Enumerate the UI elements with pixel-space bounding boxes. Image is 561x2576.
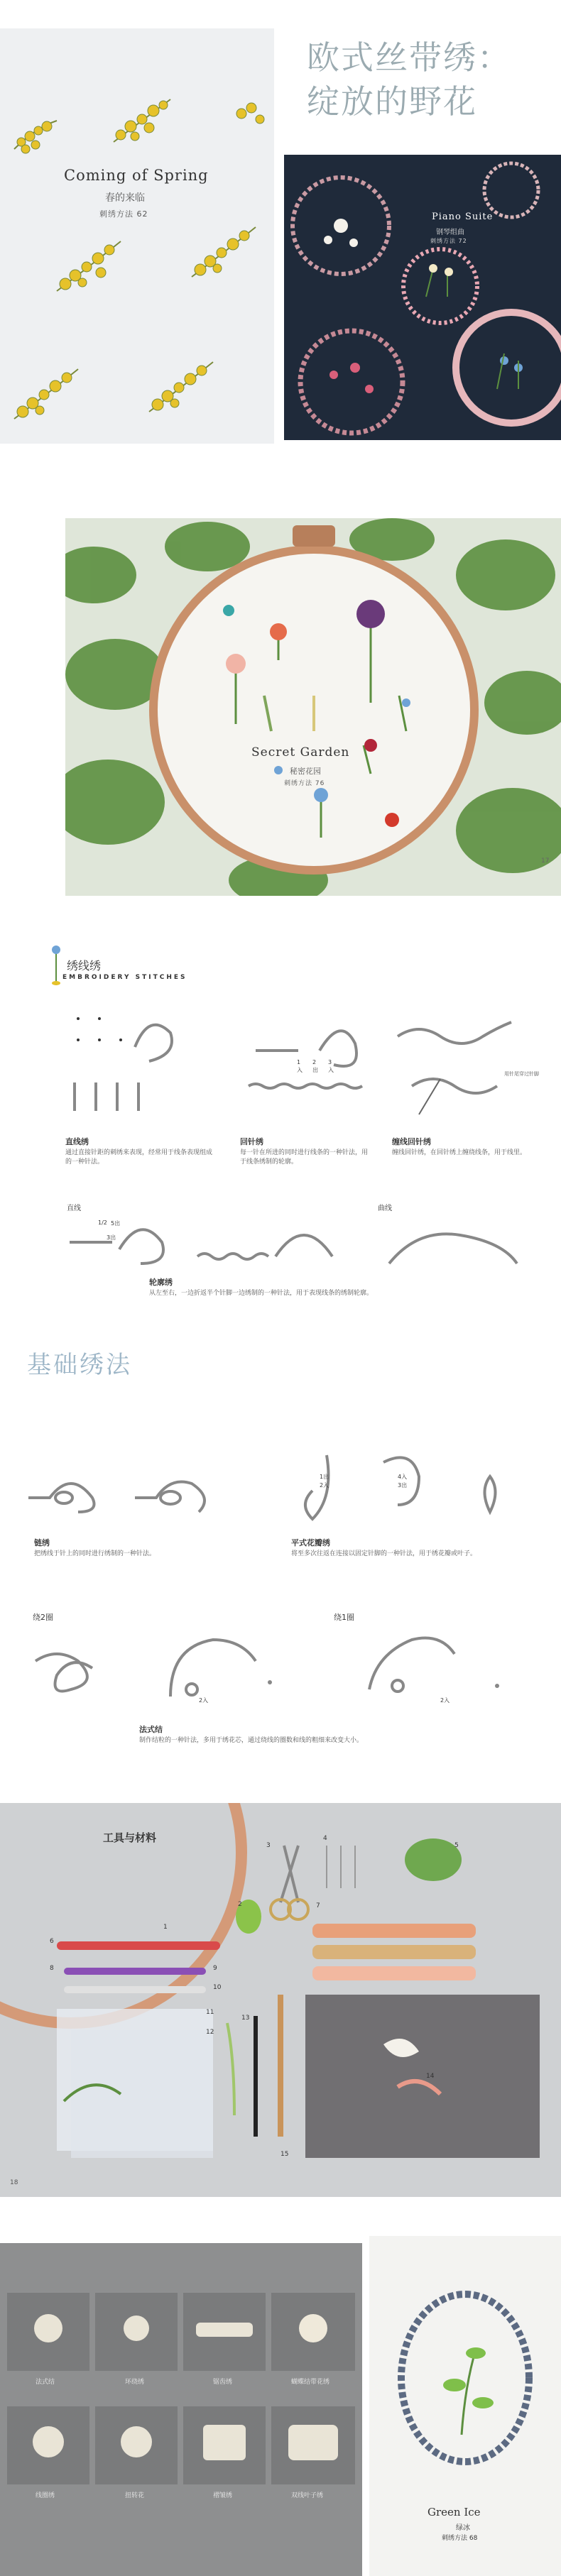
daisy-out3: 3出 (398, 1482, 408, 1489)
wreath-embroidery-illustration (284, 155, 561, 440)
coming-of-spring-page-ref: 刺绣方法 62 (99, 209, 148, 219)
straight-stitch-diagram (64, 1004, 185, 1125)
embroidery-stitches-title: 绣线绣 (67, 959, 102, 972)
sample-tile-4 (271, 2293, 355, 2371)
piano-suite-title-cn: 钢琴组曲 (436, 229, 464, 236)
tool-num-12: 12 (206, 2029, 214, 2036)
embroidery-hoop-illustration (65, 518, 561, 896)
sample-tile-5 (7, 2406, 89, 2484)
daisy-in2: 2入 (320, 1482, 329, 1489)
sample-label-8: 双线叶子绣 (291, 2492, 324, 2499)
tools-materials-photo (0, 1803, 561, 2197)
sample-label-3: 锯齿绣 (213, 2379, 233, 2386)
green-ice-title-cn: 绿冰 (456, 2524, 470, 2532)
piano-suite-page-ref: 刺绣方法 72 (430, 238, 467, 244)
sample-tile-1 (7, 2293, 89, 2371)
secret-garden-title: Secret Garden (251, 745, 350, 760)
page-number-17: 17 (541, 857, 550, 865)
secret-garden-photo (65, 518, 561, 896)
basic-name-chain: 链绣 (34, 1538, 50, 1547)
tool-num-14: 14 (426, 2073, 435, 2080)
tool-num-13: 13 (241, 2015, 250, 2022)
basic-stitches-title: 基础绣法 (27, 1351, 132, 1379)
sample-tile-2 (95, 2293, 178, 2371)
outline-stitch-diagram (62, 1214, 531, 1278)
tool-num-1: 1 (163, 1924, 168, 1931)
sample-tile-8 (271, 2406, 355, 2484)
back-stitch-label-3: 3 (328, 1059, 332, 1065)
wrap2-label: 绕2圈 (33, 1613, 53, 1622)
stitch-desc-whipped: 缠线回针绣，在回针绣上缠绕线条，用于线里。 (392, 1149, 527, 1156)
tools-flatlay-illustration (0, 1803, 561, 2197)
outline-3-label: 3出 (107, 1234, 116, 1241)
sample-tile-3 (183, 2293, 266, 2371)
wrap1-label: 绕1圈 (334, 1613, 354, 1622)
tool-num-8: 8 (50, 1965, 54, 1972)
tool-num-3: 3 (266, 1842, 271, 1849)
outline-half-label: 1/2 (98, 1220, 107, 1226)
ribbon-samples-photo (0, 2243, 362, 2576)
basic-desc-knot: 制作结粒的一种针法，多用于绣花芯，通过绕线的圈数和线的粗细来改变大小。 (139, 1737, 364, 1744)
tool-num-10: 10 (213, 1984, 222, 1991)
sample-label-2: 环绕绣 (125, 2379, 145, 2386)
tool-num-7: 7 (316, 1902, 320, 1909)
knot-in2-b: 2入 (440, 1697, 450, 1704)
basic-name-daisy: 平式花瓣绣 (291, 1538, 330, 1547)
sample-label-7: 褶皱绣 (213, 2492, 233, 2499)
page-number-18: 18 (10, 2179, 18, 2186)
back-stitch-label-out2: 出 (312, 1067, 318, 1073)
stitch-name-whipped: 缠线回针绣 (392, 1137, 431, 1146)
knot-in2-a: 2入 (199, 1697, 209, 1704)
back-stitch-label-in3: 入 (328, 1067, 334, 1073)
basic-desc-chain: 把绣线于针上的同时进行绣制的一种针法。 (34, 1550, 156, 1557)
outline-straight-label: 直线 (67, 1205, 81, 1212)
chain-stitch-diagram (21, 1462, 234, 1526)
stitch-name-back: 回针绣 (240, 1137, 263, 1146)
embroidery-stitches-subtitle: EMBROIDERY STITCHES (62, 974, 187, 981)
flower-stem-icon (51, 944, 61, 985)
tool-num-6: 6 (50, 1938, 54, 1945)
tool-num-11: 11 (206, 2009, 214, 2016)
stitch-name-outline: 轮廓绣 (149, 1278, 173, 1287)
coming-of-spring-title-cn: 春的来临 (105, 192, 145, 204)
tools-title: 工具与材料 (103, 1831, 157, 1844)
outline-curve-label: 曲线 (378, 1205, 392, 1212)
sample-label-6: 扭转花 (125, 2492, 145, 2499)
sample-tile-6 (95, 2406, 178, 2484)
tool-num-9: 9 (213, 1965, 217, 1972)
sample-tile-7 (183, 2406, 266, 2484)
hero-title-line2: 绽放的野花 (307, 82, 477, 121)
back-stitch-label-2: 2 (312, 1059, 317, 1065)
tool-num-2: 2 (238, 1901, 242, 1908)
stitch-desc-outline: 从左至右，一边折返半个针脚一边绣制的一种针法，用于表现线条的绣制轮廓。 (149, 1290, 374, 1297)
piano-suite-title: Piano Suite (432, 212, 494, 222)
stitch-desc-straight: 通过直接针距的刺绣来表现，经常用于线条表现组成的一种针法。 (65, 1149, 213, 1166)
daisy-out1: 1出 (320, 1474, 329, 1480)
outline-5-label: 5出 (111, 1220, 121, 1227)
tool-num-4: 4 (323, 1835, 327, 1842)
secret-garden-title-cn: 秘密花园 (290, 767, 321, 776)
stitch-desc-back: 每一针在所进的同时进行线条的一种针法，用于线条绣制的轮廓。 (240, 1149, 369, 1166)
secret-garden-page-ref: 刺绣方法 76 (284, 780, 325, 787)
coming-of-spring-photo (0, 28, 274, 444)
basic-name-knot: 法式结 (139, 1725, 163, 1734)
tool-num-5: 5 (454, 1842, 459, 1849)
hero-title (307, 35, 511, 124)
sample-label-1: 法式结 (36, 2379, 55, 2386)
basic-desc-daisy: 将至多次往返在连接以固定针脚的一种针法，用于绣花瓣或叶子。 (291, 1550, 477, 1557)
daisy-in4: 4入 (398, 1474, 408, 1480)
mimosa-embroidery-illustration (0, 28, 274, 444)
stitch-name-straight: 直线绣 (65, 1137, 89, 1146)
hero-title-line1: 欧式丝带绣： (307, 38, 511, 77)
sample-label-4: 蝴蝶结带花绣 (291, 2379, 330, 2386)
coming-of-spring-title: Coming of Spring (64, 167, 209, 184)
back-stitch-label-in1: 入 (297, 1067, 303, 1073)
green-ice-page-ref: 刺绣方法 68 (442, 2535, 478, 2542)
green-ice-photo (369, 2236, 561, 2576)
tool-num-15: 15 (280, 2151, 289, 2158)
green-ice-title: Green Ice (427, 2506, 481, 2519)
whipped-back-stitch-diagram (391, 1008, 533, 1122)
sample-label-5: 线圈绣 (36, 2492, 55, 2499)
whip-note: 用针尾穿过针脚 (504, 1071, 539, 1077)
back-stitch-label-1: 1 (297, 1059, 301, 1065)
french-knot-diagram (28, 1618, 540, 1718)
piano-suite-photo (284, 155, 561, 440)
